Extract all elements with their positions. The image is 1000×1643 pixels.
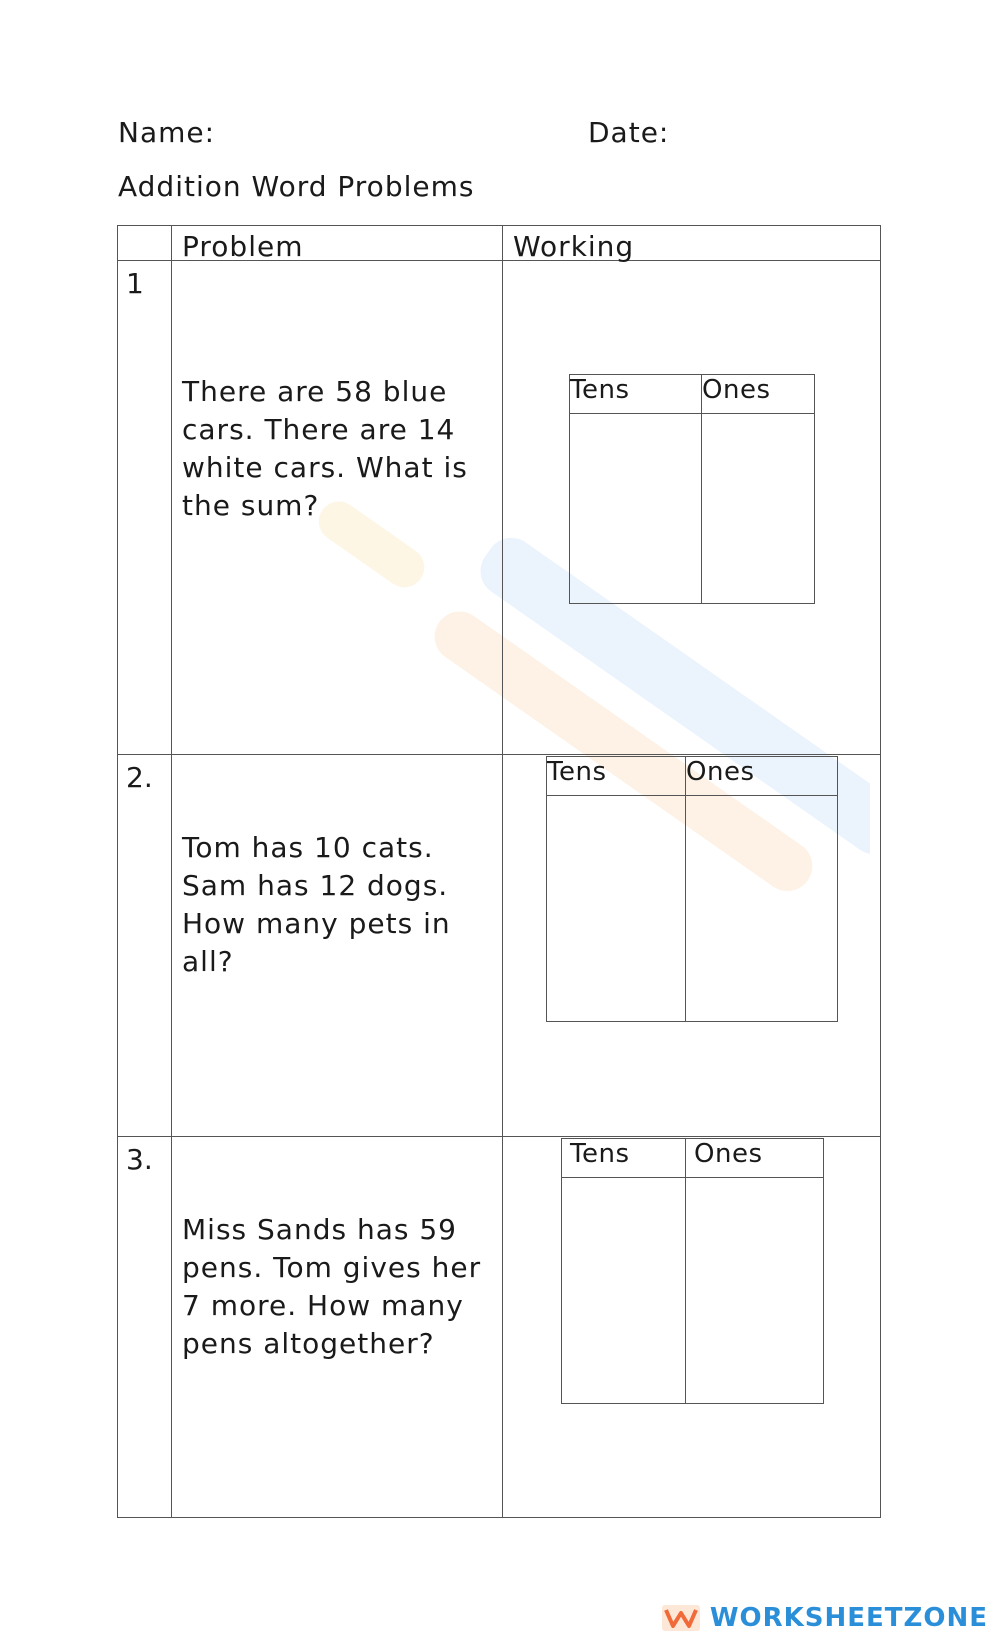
working-cell[interactable] bbox=[503, 1137, 881, 1518]
ones-box[interactable] bbox=[702, 414, 815, 604]
problem-cell bbox=[172, 755, 503, 1137]
problem-cell bbox=[172, 261, 503, 755]
working-cell[interactable] bbox=[503, 261, 881, 755]
header-number-cell bbox=[118, 226, 172, 261]
ones-header: Ones bbox=[686, 757, 838, 796]
date-label: Date: bbox=[588, 116, 670, 149]
table-header-row bbox=[118, 226, 881, 261]
problem-text: There are 58 blue cars. There are 14 white cars. What is the sum? bbox=[182, 375, 468, 522]
header-working-cell: Working bbox=[503, 226, 881, 261]
ones-box[interactable] bbox=[686, 796, 838, 1022]
problems-table bbox=[117, 225, 881, 1518]
header-problem-cell: Problem bbox=[172, 226, 503, 261]
brand-text: WORKSHEETZONE bbox=[709, 1603, 988, 1633]
problem-number: 3. bbox=[118, 1137, 172, 1518]
ones-header: Ones bbox=[702, 375, 815, 414]
tens-box[interactable] bbox=[562, 1178, 686, 1404]
tens-header: Tens bbox=[570, 375, 702, 414]
brand-footer[interactable] bbox=[662, 1603, 988, 1633]
table-row bbox=[118, 755, 881, 1137]
problem-text: Tom has 10 cats. Sam has 12 dogs. How many pets in all? bbox=[182, 831, 451, 978]
problem-number: 1 bbox=[118, 261, 172, 755]
tens-ones-chart bbox=[561, 1138, 824, 1404]
table-row bbox=[118, 1137, 881, 1518]
tens-header: Tens bbox=[547, 757, 686, 796]
ones-box[interactable] bbox=[686, 1178, 824, 1404]
name-label: Name: bbox=[118, 116, 216, 149]
problem-text: Miss Sands has 59 pens. Tom gives her 7 more. How many pens altogether? bbox=[182, 1213, 482, 1360]
tens-ones-chart bbox=[569, 374, 815, 604]
working-cell[interactable] bbox=[503, 755, 881, 1137]
tens-box[interactable] bbox=[547, 796, 686, 1022]
tens-header: Tens bbox=[562, 1139, 686, 1178]
problem-number: 2. bbox=[118, 755, 172, 1137]
problem-cell bbox=[172, 1137, 503, 1518]
w-logo-icon bbox=[662, 1605, 700, 1631]
worksheet-title: Addition Word Problems bbox=[118, 170, 475, 203]
tens-box[interactable] bbox=[570, 414, 702, 604]
ones-header: Ones bbox=[686, 1139, 824, 1178]
table-row bbox=[118, 261, 881, 755]
tens-ones-chart bbox=[546, 756, 838, 1022]
